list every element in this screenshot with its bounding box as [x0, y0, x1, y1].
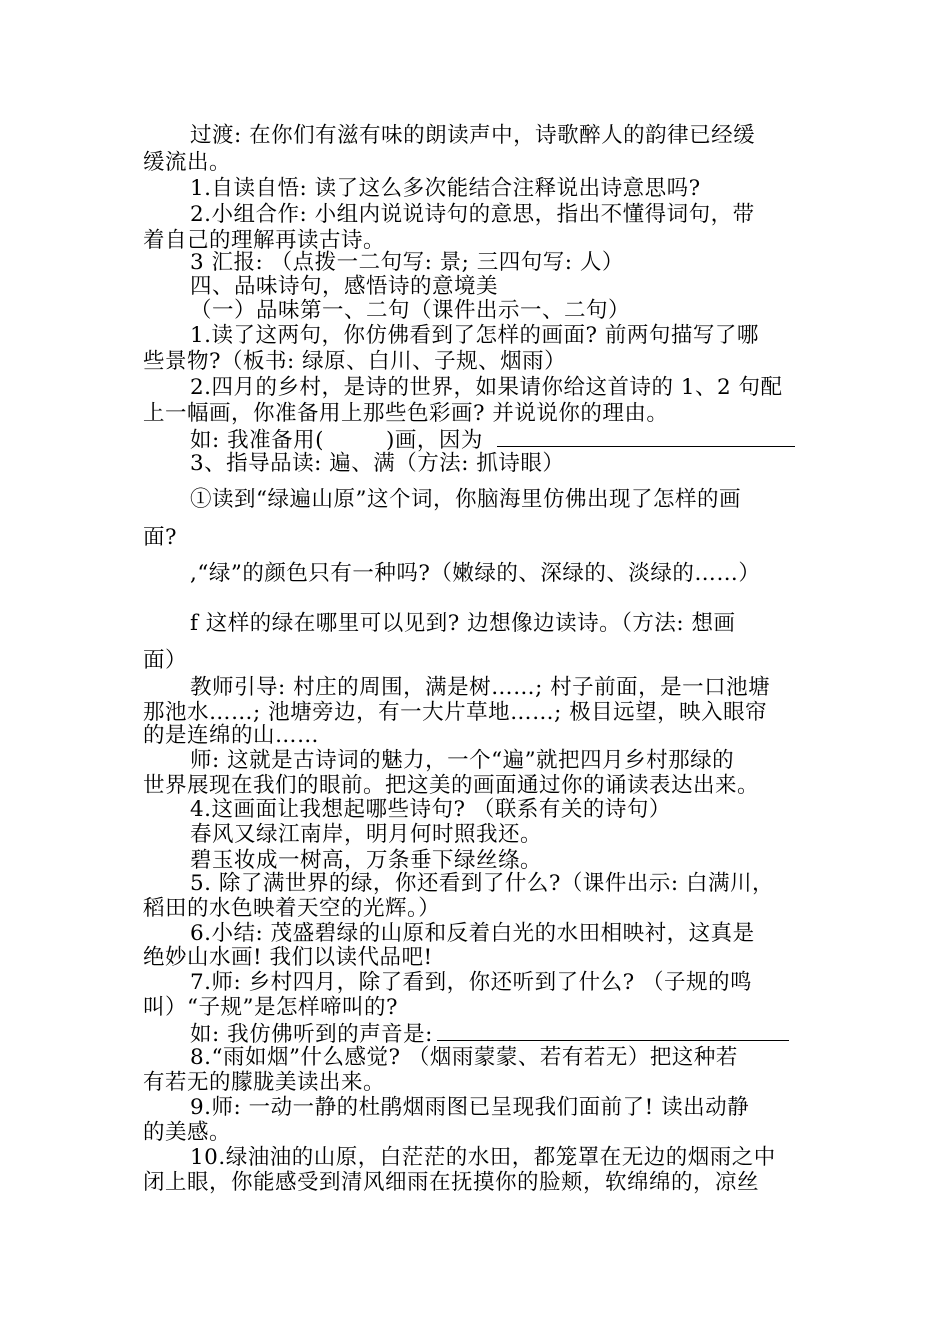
- fill-in-line: [190, 1020, 830, 1048]
- text-line: 缓流出。: [143, 150, 232, 175]
- text-line: 2.小组合作: 小组内说说诗句的意思，指出不懂得词句，带: [190, 202, 755, 227]
- text-line: ①读到“绿遍山原”这个词，你脑海里仿佛出现了怎样的画: [190, 487, 741, 512]
- text-line: 10.绿油油的山原，白茫茫的水田，都笼罩在无边的烟雨之中: [190, 1145, 776, 1170]
- fill-in-middle: )画，因为: [385, 428, 483, 453]
- text-line: 3 汇报: （点拨一二句写: 景; 三四句写: 人）: [190, 250, 624, 275]
- fill-in-prefix: 如: 我准备用(: [190, 428, 324, 453]
- text-line: ,“绿”的颜色只有一种吗?（嫩绿的、深绿的、淡绿的……）: [190, 561, 761, 586]
- text-line: 过渡: 在你们有滋有味的朗读声中，诗歌醉人的韵律已经缓: [190, 123, 756, 148]
- text-line: 稻田的水色映着天空的光辉。）: [143, 896, 441, 921]
- fill-in-prefix: 如: 我仿佛听到的声音是:: [190, 1022, 433, 1047]
- section-heading: 四、品味诗句，感悟诗的意境美: [190, 274, 499, 299]
- text-line: 面?: [143, 525, 178, 550]
- text-line: 师: 这就是古诗词的魅力，一个“遍”就把四月乡村那绿的: [190, 748, 735, 773]
- text-line: 的是连绵的山……: [143, 723, 320, 748]
- text-line: 闭上眼，你能感受到清风细雨在抚摸你的脸颊，软绵绵的，凉丝: [143, 1170, 760, 1195]
- text-line: 世界展现在我们的眼前。把这美的画面通过你的诵读表达出来。: [143, 773, 760, 798]
- subsection-heading: （一）品味第一、二句（课件出示一、二句）: [190, 298, 631, 323]
- text-line: 1.读了这两句，你仿佛看到了怎样的画面? 前两句描写了哪: [190, 323, 759, 348]
- text-line: 叫）“子规”是怎样啼叫的?: [143, 995, 399, 1020]
- text-line: 1.自读自悟: 读了这么多次能结合注释说出诗意思吗?: [190, 176, 701, 201]
- text-line: 面）: [143, 648, 188, 673]
- text-line: 4.这画面让我想起哪些诗句? （联系有关的诗句）: [190, 797, 671, 822]
- text-line: 那池水……; 池塘旁边，有一大片草地……; 极目远望，映入眼帘: [143, 700, 768, 725]
- text-line: 9.师: 一动一静的杜鹃烟雨图已呈现我们面前了! 读出动静: [190, 1095, 750, 1120]
- text-line: 着自己的理解再读古诗。: [143, 228, 386, 253]
- text-line: 有若无的朦胧美读出来。: [143, 1070, 386, 1095]
- reason-blank[interactable]: [497, 426, 795, 447]
- poem-line: 碧玉妆成一树高，万条垂下绿丝绦。: [190, 848, 543, 873]
- text-line: 绝妙山水画! 我们以读代品吧!: [143, 945, 433, 970]
- text-line: 2.四月的乡村，是诗的世界，如果请你给这首诗的 1、2 句配: [190, 375, 783, 400]
- text-line: 教师引导: 村庄的周围，满是树……; 村子前面，是一口池塘: [190, 675, 771, 700]
- sound-blank[interactable]: [437, 1020, 789, 1041]
- text-line: 7.师: 乡村四月，除了看到，你还听到了什么? （子规的鸣: [190, 970, 752, 995]
- text-line: 的美感。: [143, 1120, 232, 1145]
- poem-line: 春风又绿江南岸，明月何时照我还。: [190, 822, 543, 847]
- text-line: 6.小结: 茂盛碧绿的山原和反着白光的水田相映衬，这真是: [190, 921, 755, 946]
- text-line: f 这样的绿在哪里可以见到? 边想像边读诗。（方法: 想画: [190, 611, 736, 636]
- text-line: 8.“雨如烟”什么感觉? （烟雨蒙蒙、若有若无）把这种若: [190, 1045, 738, 1070]
- text-line: 5. 除了满世界的绿，你还看到了什么?（课件出示: 白满川，: [190, 871, 774, 896]
- fill-in-line: [190, 426, 830, 454]
- text-line: 上一幅画，你准备用上那些色彩画? 并说说你的理由。: [143, 401, 669, 426]
- text-line: 些景物?（板书: 绿原、白川、子规、烟雨）: [143, 349, 567, 374]
- text-line: 3、指导品读: 遍、满（方法: 抓诗眼）: [190, 451, 565, 476]
